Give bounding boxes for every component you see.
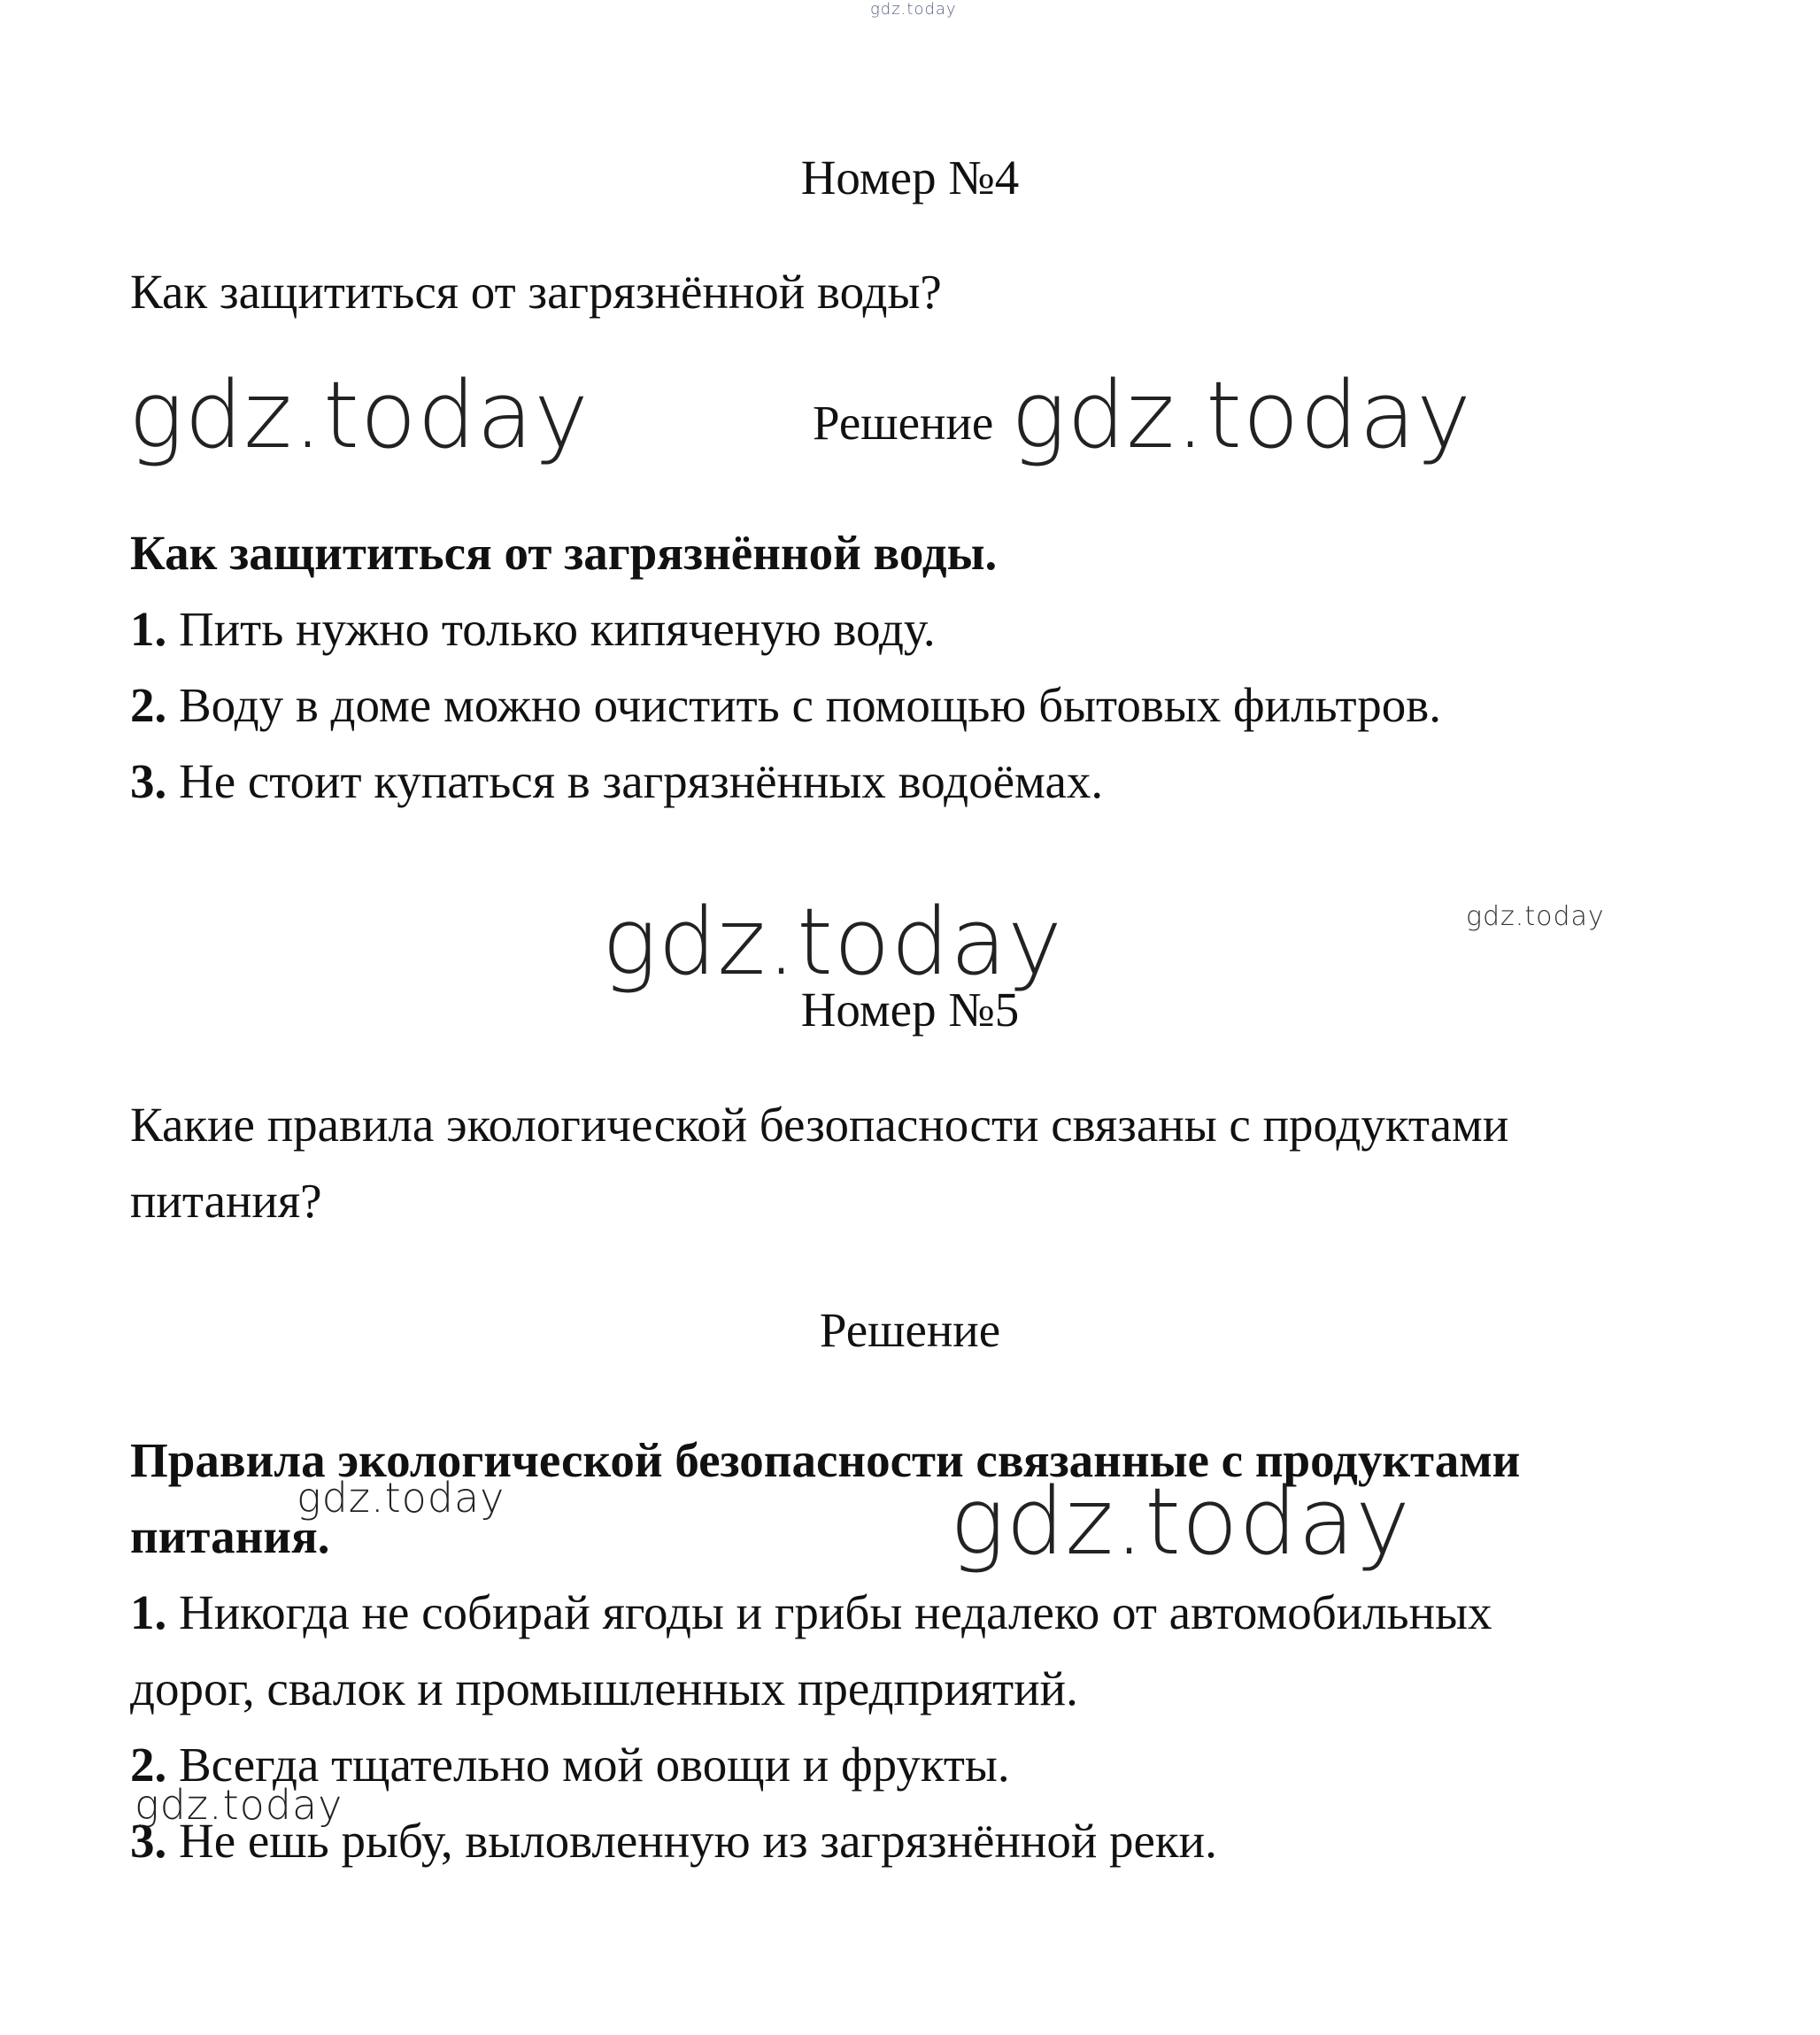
- item-number: 3.: [130, 1814, 167, 1868]
- item-text: Всегда тщательно мой овощи и фрукты.: [166, 1738, 1010, 1792]
- section4-solution-label: Решение: [813, 396, 994, 450]
- section5-item-1-line1: [130, 1585, 1492, 1639]
- watermark-small-1: gdz.today: [1466, 901, 1605, 932]
- item-number: 1.: [130, 1585, 167, 1639]
- section5-answer-heading-line1: Правила экологической безопасности связанные с продуктами: [130, 1433, 1521, 1487]
- item-number: 2.: [130, 678, 167, 732]
- watermark-medium-2: gdz.today: [135, 1781, 343, 1829]
- section4-item-3: [130, 754, 1104, 808]
- watermark-large-1: gdz.today: [128, 361, 590, 469]
- section4-item-2: [130, 678, 1441, 732]
- section5-question-line1: Какие правила экологической безопасности связаны с продуктами: [130, 1098, 1509, 1152]
- section5-solution-label: Решение: [819, 1303, 1001, 1357]
- item-number: 2.: [130, 1738, 167, 1792]
- section5-item-1-line2: дорог, свалок и промышленных предприятий.: [130, 1661, 1078, 1715]
- section4-title: Номер №4: [800, 150, 1020, 204]
- watermark-large-2: gdz.today: [1011, 361, 1472, 469]
- section5-title: Номер №5: [800, 983, 1020, 1037]
- section5-answer-heading-line2: питания.: [130, 1509, 330, 1563]
- item-text: Пить нужно только кипяченую воду.: [166, 602, 936, 656]
- watermark-large-3: gdz.today: [602, 888, 1063, 996]
- section5-item-3: [130, 1814, 1217, 1868]
- section4-answer-heading: Как защититься от загрязнённой воды.: [130, 526, 998, 580]
- item-text: Не ешь рыбу, выловленную из загрязнённой реки.: [166, 1814, 1217, 1868]
- watermark-top: gdz.today: [870, 0, 957, 19]
- item-number: 1.: [130, 602, 167, 656]
- item-text: Никогда не собирай ягоды и грибы недалеко от автомобильных: [166, 1585, 1492, 1639]
- section4-item-1: [130, 602, 936, 656]
- section4-question: Как защититься от загрязнённой воды?: [130, 265, 942, 319]
- watermark-large-4: gdz.today: [950, 1468, 1411, 1576]
- item-text: Воду в доме можно очистить с помощью бытовых фильтров.: [166, 678, 1441, 732]
- section5-question-line2: питания?: [130, 1174, 322, 1228]
- item-number: 3.: [130, 754, 167, 808]
- item-text: Не стоит купаться в загрязнённых водоёмах.: [166, 754, 1104, 808]
- watermark-medium-1: gdz.today: [297, 1474, 505, 1522]
